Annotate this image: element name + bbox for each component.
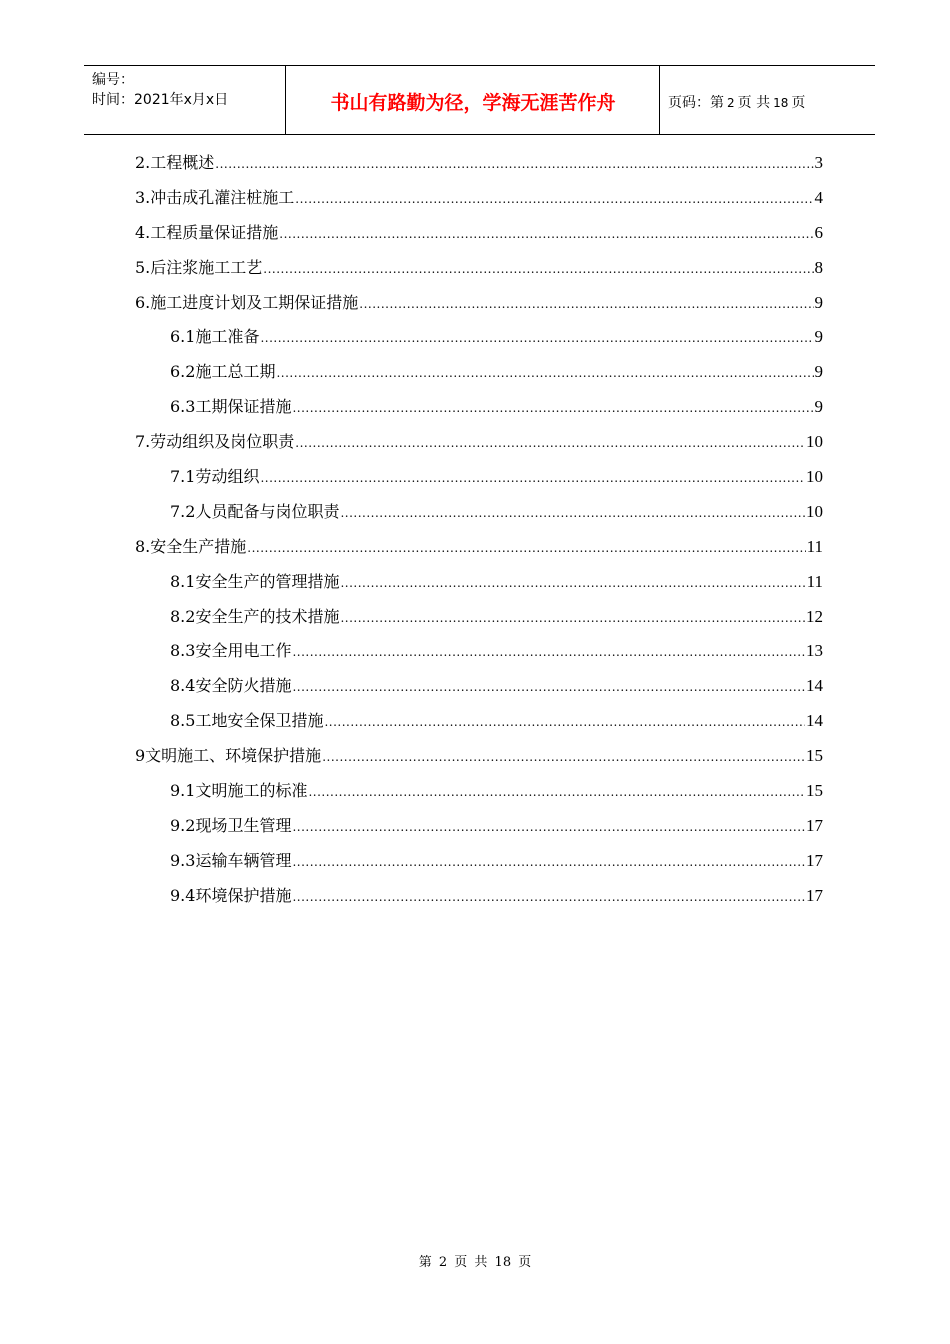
toc-entry-page: 9 (814, 327, 823, 347)
toc-entry-title: 8.2安全生产的技术措施 (170, 606, 340, 626)
toc-leader-dots (279, 227, 813, 241)
toc-entry-title: 7.劳动组织及岗位职责 (135, 432, 295, 452)
header-meta (92, 70, 288, 110)
page-number: 2 (727, 96, 735, 110)
toc-leader-dots (308, 785, 805, 799)
toc-entry[interactable] (135, 185, 823, 220)
toc-entry[interactable] (135, 743, 823, 778)
toc-entry-title: 9.2现场卫生管理 (170, 815, 292, 835)
toc-leader-dots (292, 890, 805, 904)
toc-entry-page: 13 (806, 641, 823, 661)
toc-entry-title: 4.工程质量保证措施 (135, 222, 279, 242)
toc-leader-dots (340, 611, 805, 625)
toc-entry[interactable] (135, 604, 823, 639)
toc-entry[interactable] (135, 499, 823, 534)
toc-entry[interactable] (135, 150, 823, 185)
toc-entry-title: 6.施工进度计划及工期保证措施 (135, 292, 359, 312)
toc-entry[interactable] (135, 324, 823, 359)
toc-leader-dots (359, 297, 813, 311)
toc-entry[interactable] (135, 255, 823, 290)
toc-entry-page: 12 (806, 606, 823, 626)
toc-leader-dots (322, 750, 805, 764)
toc-leader-dots (324, 715, 805, 729)
toc-leader-dots (292, 855, 805, 869)
toc-leader-dots (292, 645, 805, 659)
toc-entry-title: 5.后注浆施工工艺 (135, 257, 263, 277)
toc-entry[interactable] (135, 569, 823, 604)
table-of-contents (135, 150, 823, 918)
toc-entry-page: 10 (806, 432, 823, 452)
toc-entry-page: 15 (806, 781, 823, 801)
toc-entry[interactable] (135, 638, 823, 673)
toc-leader-dots (340, 576, 805, 590)
toc-entry[interactable] (135, 778, 823, 813)
toc-leader-dots (340, 506, 805, 520)
toc-leader-dots (292, 820, 805, 834)
toc-leader-dots (263, 262, 813, 276)
toc-entry-page: 10 (806, 467, 823, 487)
toc-entry-page: 8 (814, 257, 823, 277)
header-page-info (668, 92, 805, 112)
toc-entry-title: 9.1文明施工的标准 (170, 781, 308, 801)
page-header (84, 65, 875, 135)
toc-entry-page: 14 (806, 676, 823, 696)
toc-entry[interactable] (135, 429, 823, 464)
toc-leader-dots (295, 192, 813, 206)
toc-entry[interactable] (135, 673, 823, 708)
toc-entry[interactable] (135, 883, 823, 918)
toc-entry[interactable] (135, 464, 823, 499)
toc-entry-title: 6.2施工总工期 (170, 362, 276, 382)
toc-entry[interactable] (135, 708, 823, 743)
toc-entry-page: 4 (814, 187, 823, 207)
toc-entry[interactable] (135, 534, 823, 569)
toc-entry-page: 6 (814, 222, 823, 242)
header-motto: 书山有路勤为径，学海无涯苦作舟 (330, 92, 616, 114)
toc-entry-title: 7.2人员配备与岗位职责 (170, 501, 340, 521)
toc-entry-title: 8.4安全防火措施 (170, 676, 292, 696)
toc-entry-page: 11 (806, 571, 823, 591)
toc-entry-page: 9 (814, 397, 823, 417)
header-divider (659, 66, 660, 134)
toc-entry-page: 17 (806, 885, 823, 905)
serial-label: 编号： (92, 72, 134, 88)
toc-leader-dots (260, 471, 805, 485)
toc-entry-title: 8.3安全用电工作 (170, 641, 292, 661)
toc-entry[interactable] (135, 394, 823, 429)
toc-entry[interactable] (135, 848, 823, 883)
toc-entry-page: 17 (806, 850, 823, 870)
toc-entry-title: 9.4环境保护措施 (170, 885, 292, 905)
page-end: 页 (791, 95, 806, 111)
toc-entry-title: 8.安全生产措施 (135, 536, 247, 556)
toc-entry-title: 6.3工期保证措施 (170, 397, 292, 417)
toc-entry-title: 8.5工地安全保卫措施 (170, 711, 324, 731)
time-label: 时间：2021年x月x日 (92, 92, 229, 108)
toc-entry-page: 9 (814, 362, 823, 382)
toc-entry-title: 2.工程概述 (135, 153, 215, 172)
toc-leader-dots (276, 366, 813, 380)
toc-entry-page: 11 (806, 536, 823, 556)
toc-entry[interactable] (135, 290, 823, 325)
toc-entry[interactable] (135, 813, 823, 848)
toc-leader-dots (295, 436, 805, 450)
toc-leader-dots (292, 401, 813, 415)
toc-leader-dots (260, 331, 813, 345)
toc-entry-page: 14 (806, 711, 823, 731)
toc-entry-title: 7.1劳动组织 (170, 467, 260, 487)
toc-leader-dots (247, 541, 805, 555)
toc-entry-title: 9文明施工、环境保护措施 (135, 746, 322, 766)
page-total: 18 (773, 96, 789, 110)
toc-entry[interactable] (135, 220, 823, 255)
toc-entry[interactable] (135, 359, 823, 394)
toc-entry-title: 6.1施工准备 (170, 327, 260, 347)
toc-entry-page: 10 (806, 501, 823, 521)
page-footer: 第 2 页 共 18 页 (418, 1255, 532, 1270)
page-mid: 页 共 (737, 95, 771, 111)
toc-entry-title: 9.3运输车辆管理 (170, 850, 292, 870)
toc-entry-page: 17 (806, 815, 823, 835)
toc-entry-page: 3 (814, 153, 823, 172)
toc-leader-dots (292, 680, 805, 694)
toc-entry-title: 8.1安全生产的管理措施 (170, 571, 340, 591)
toc-entry-title: 3.冲击成孔灌注桩施工 (135, 187, 295, 207)
toc-entry-page: 15 (806, 746, 823, 766)
toc-leader-dots (215, 157, 813, 171)
toc-entry-page: 9 (814, 292, 823, 312)
page-label: 页码：第 (668, 95, 724, 111)
